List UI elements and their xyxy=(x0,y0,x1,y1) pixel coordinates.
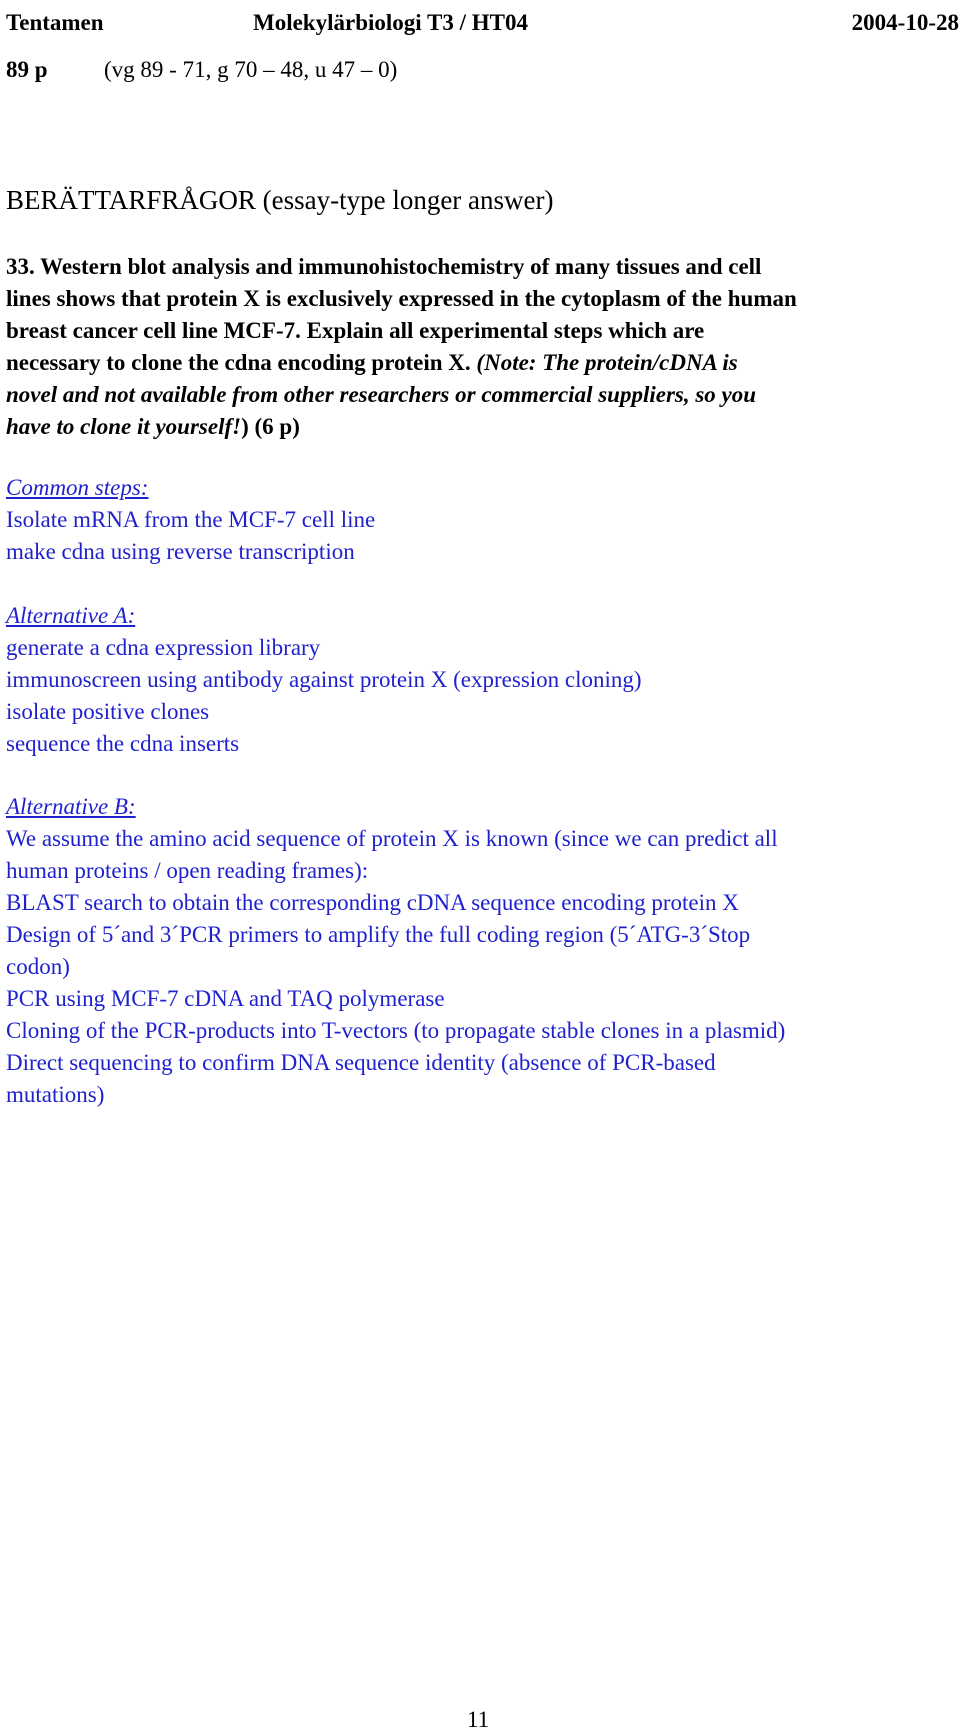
question-note: (Note: The protein/cDNA is xyxy=(476,350,738,375)
answer-line: We assume the amino acid sequence of protein X is known (since we can predict all xyxy=(6,826,778,851)
question-note: have to clone it yourself! xyxy=(6,414,242,439)
answer-alternative-a xyxy=(6,600,956,760)
answer-line: Design of 5´and 3´PCR primers to amplify the full coding region (5´ATG-3´Stop xyxy=(6,922,751,947)
answer-line: human proteins / open reading frames): xyxy=(6,858,369,883)
question-33 xyxy=(6,251,956,443)
question-text: necessary to clone the cdna encoding protein X. xyxy=(6,350,477,375)
answer-line: PCR using MCF-7 cDNA and TAQ polymerase xyxy=(6,986,445,1011)
page-number: 11 xyxy=(467,1707,490,1732)
answer-line: isolate positive clones xyxy=(6,699,210,724)
answer-line: Direct sequencing to confirm DNA sequence identity (absence of PCR-based xyxy=(6,1050,716,1075)
answer-heading: Alternative A: xyxy=(6,603,136,628)
answer-common-steps xyxy=(6,472,956,568)
question-note-line: novel and not available from other researchers or commercial suppliers, so you xyxy=(6,382,757,407)
header-date: 2004-10-28 xyxy=(851,10,959,35)
header-course-title: Molekylärbiologi T3 / HT04 xyxy=(253,10,528,35)
answer-alternative-b xyxy=(6,791,956,1111)
answer-line: generate a cdna expression library xyxy=(6,635,321,660)
answer-line: Cloning of the PCR-products into T-vectors (to propagate stable clones in a plasmid) xyxy=(6,1018,786,1043)
answer-line: mutations) xyxy=(6,1082,105,1107)
question-paren: ) xyxy=(292,414,300,439)
question-points: 6 p xyxy=(262,414,293,439)
header-course-label: Tentamen xyxy=(6,10,104,35)
question-paren: ) ( xyxy=(241,414,263,439)
grade-limits: (vg 89 - 71, g 70 – 48, u 47 – 0) xyxy=(104,57,398,82)
question-line: breast cancer cell line MCF-7. Explain all experimental steps which are xyxy=(6,318,705,343)
answer-line: BLAST search to obtain the corresponding cDNA sequence encoding protein X xyxy=(6,890,739,915)
answer-heading: Alternative B: xyxy=(6,794,136,819)
answer-line: immunoscreen using antibody against protein X (expression cloning) xyxy=(6,667,642,692)
answer-line: Isolate mRNA from the MCF-7 cell line xyxy=(6,507,376,532)
total-points: 89 p xyxy=(6,57,48,82)
question-line: 33. Western blot analysis and immunohistochemistry of many tissues and cell xyxy=(6,254,762,279)
question-line: lines shows that protein X is exclusively expressed in the cytoplasm of the human xyxy=(6,286,797,311)
answer-heading: Common steps: xyxy=(6,475,149,500)
question-line xyxy=(6,347,956,379)
section-title: BERÄTTARFRÅGOR (essay-type longer answer) xyxy=(6,185,554,215)
question-line xyxy=(6,411,956,443)
score-line xyxy=(6,55,398,85)
answer-line: codon) xyxy=(6,954,70,979)
answer-line: make cdna using reverse transcription xyxy=(6,539,355,564)
answer-line: sequence the cdna inserts xyxy=(6,731,240,756)
